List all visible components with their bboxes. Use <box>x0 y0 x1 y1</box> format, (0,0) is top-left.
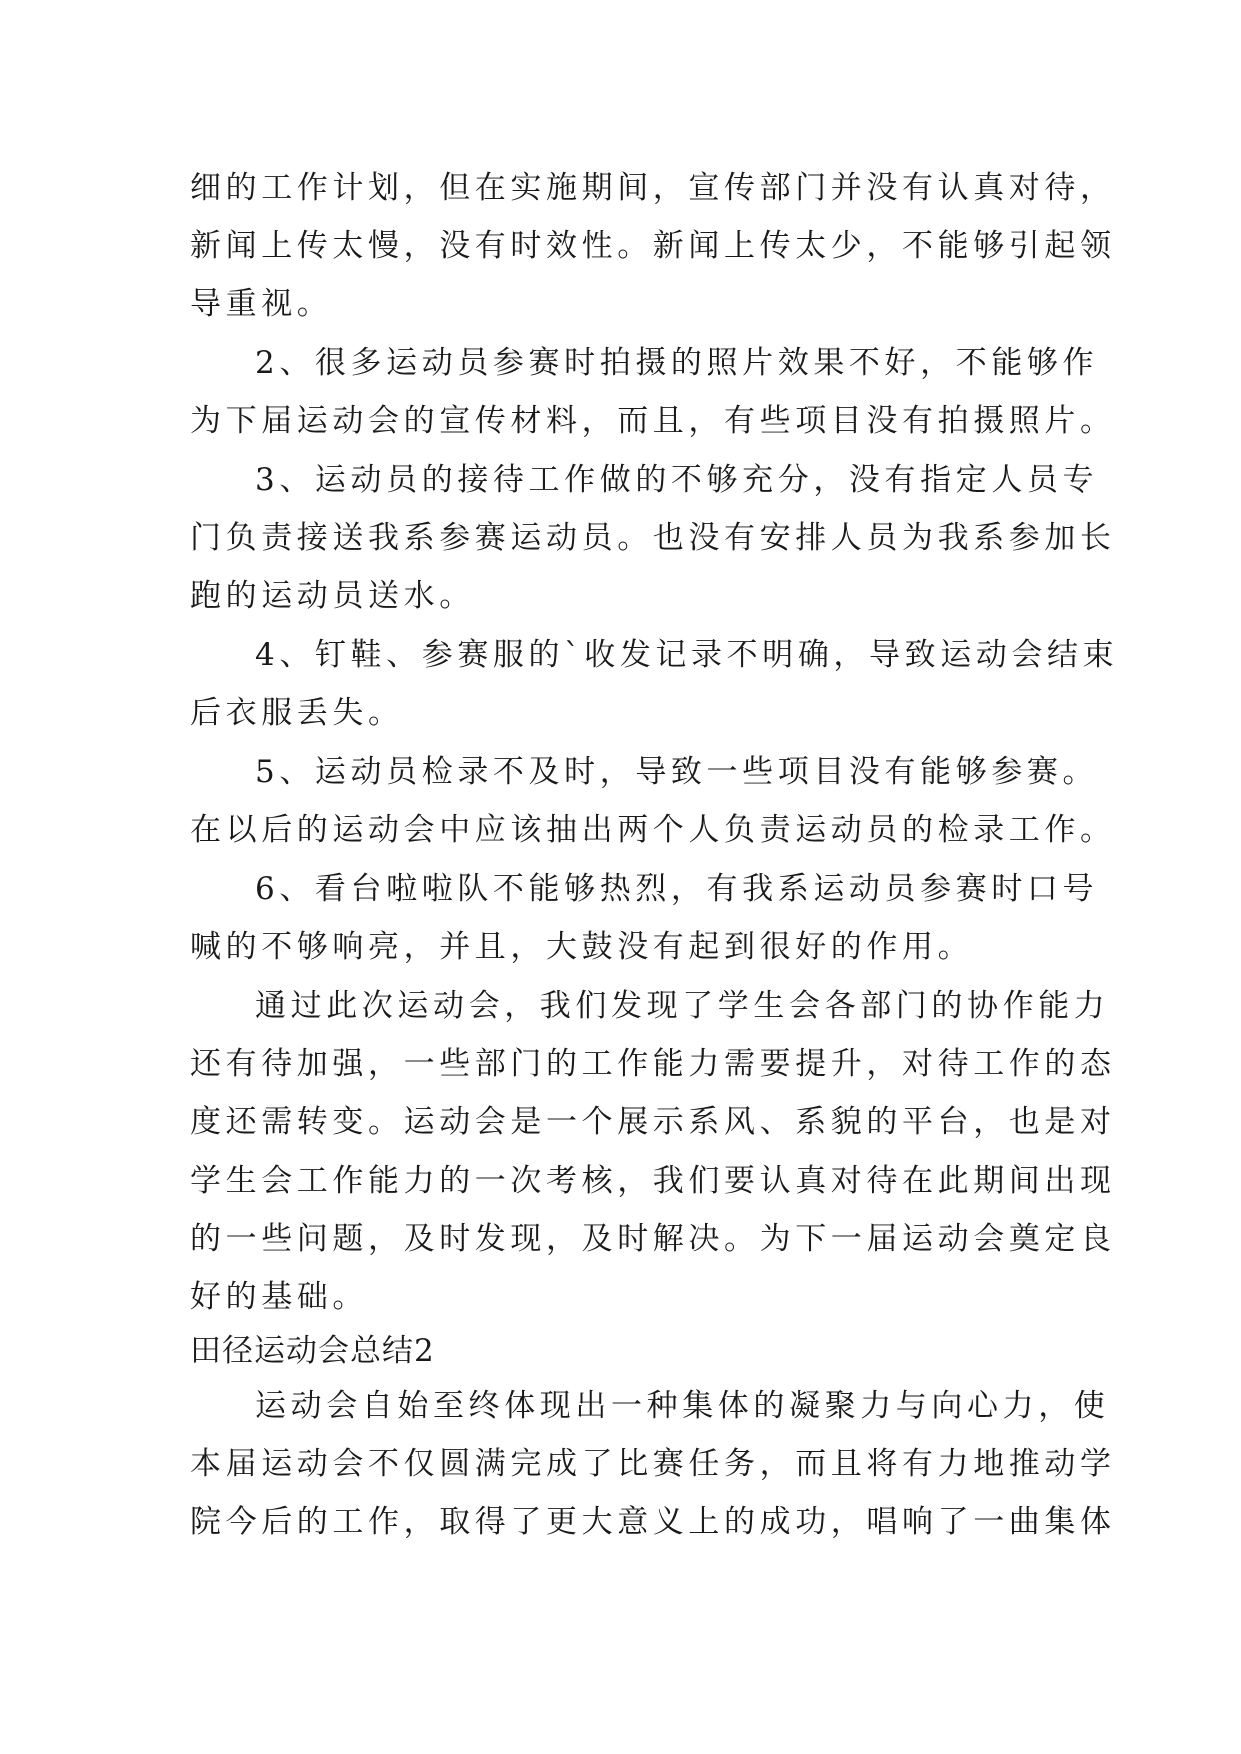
text-line: 的一些问题，及时发现，及时解决。为下一届运动会奠定良 <box>190 1221 1116 1257</box>
text-line: 新闻上传太慢，没有时效性。新闻上传太少，不能够引起领 <box>190 228 1116 264</box>
text-line: 好的基础。 <box>190 1279 368 1315</box>
text-line: 5、运动员检录不及时，导致一些项目没有能够参赛。 <box>255 754 1099 790</box>
text-line: 后衣服丢失。 <box>190 695 404 731</box>
text-line: 2、很多运动员参赛时拍摄的照片效果不好，不能够作 <box>255 345 1099 381</box>
text-line: 导重视。 <box>190 286 333 322</box>
text-line: 4、钉鞋、参赛服的`收发记录不明确，导致运动会结束 <box>255 637 1119 673</box>
text-line: 学生会工作能力的一次考核，我们要认真对待在此期间出现 <box>190 1163 1116 1199</box>
text-line: 还有待加强，一些部门的工作能力需要提升，对待工作的态 <box>190 1046 1116 1082</box>
section-heading: 田径运动会总结2 <box>190 1333 435 1369</box>
text-line: 6、看台啦啦队不能够热烈，有我系运动员参赛时口号 <box>255 871 1099 907</box>
text-line: 跑的运动员送水。 <box>190 578 475 614</box>
text-line: 喊的不够响亮，并且，大鼓没有起到很好的作用。 <box>190 929 974 965</box>
text-line: 在以后的运动会中应该抽出两个人负责运动员的检录工作。 <box>190 812 1116 848</box>
text-line: 细的工作计划，但在实施期间，宣传部门并没有认真对待， <box>190 170 1116 206</box>
text-line: 度还需转变。运动会是一个展示系风、系貌的平台，也是对 <box>190 1104 1116 1140</box>
text-line: 运动会自始至终体现出一种集体的凝聚力与向心力，使 <box>255 1388 1110 1424</box>
text-line: 3、运动员的接待工作做的不够充分，没有指定人员专 <box>255 462 1099 498</box>
text-line: 通过此次运动会，我们发现了学生会各部门的协作能力 <box>255 988 1110 1024</box>
text-line: 门负责接送我系参赛运动员。也没有安排人员为我系参加长 <box>190 520 1116 556</box>
text-line: 为下届运动会的宣传材料，而且，有些项目没有拍摄照片。 <box>190 403 1116 439</box>
text-line: 院今后的工作，取得了更大意义上的成功，唱响了一曲集体 <box>190 1504 1116 1540</box>
text-line: 本届运动会不仅圆满完成了比赛任务，而且将有力地推动学 <box>190 1446 1116 1482</box>
